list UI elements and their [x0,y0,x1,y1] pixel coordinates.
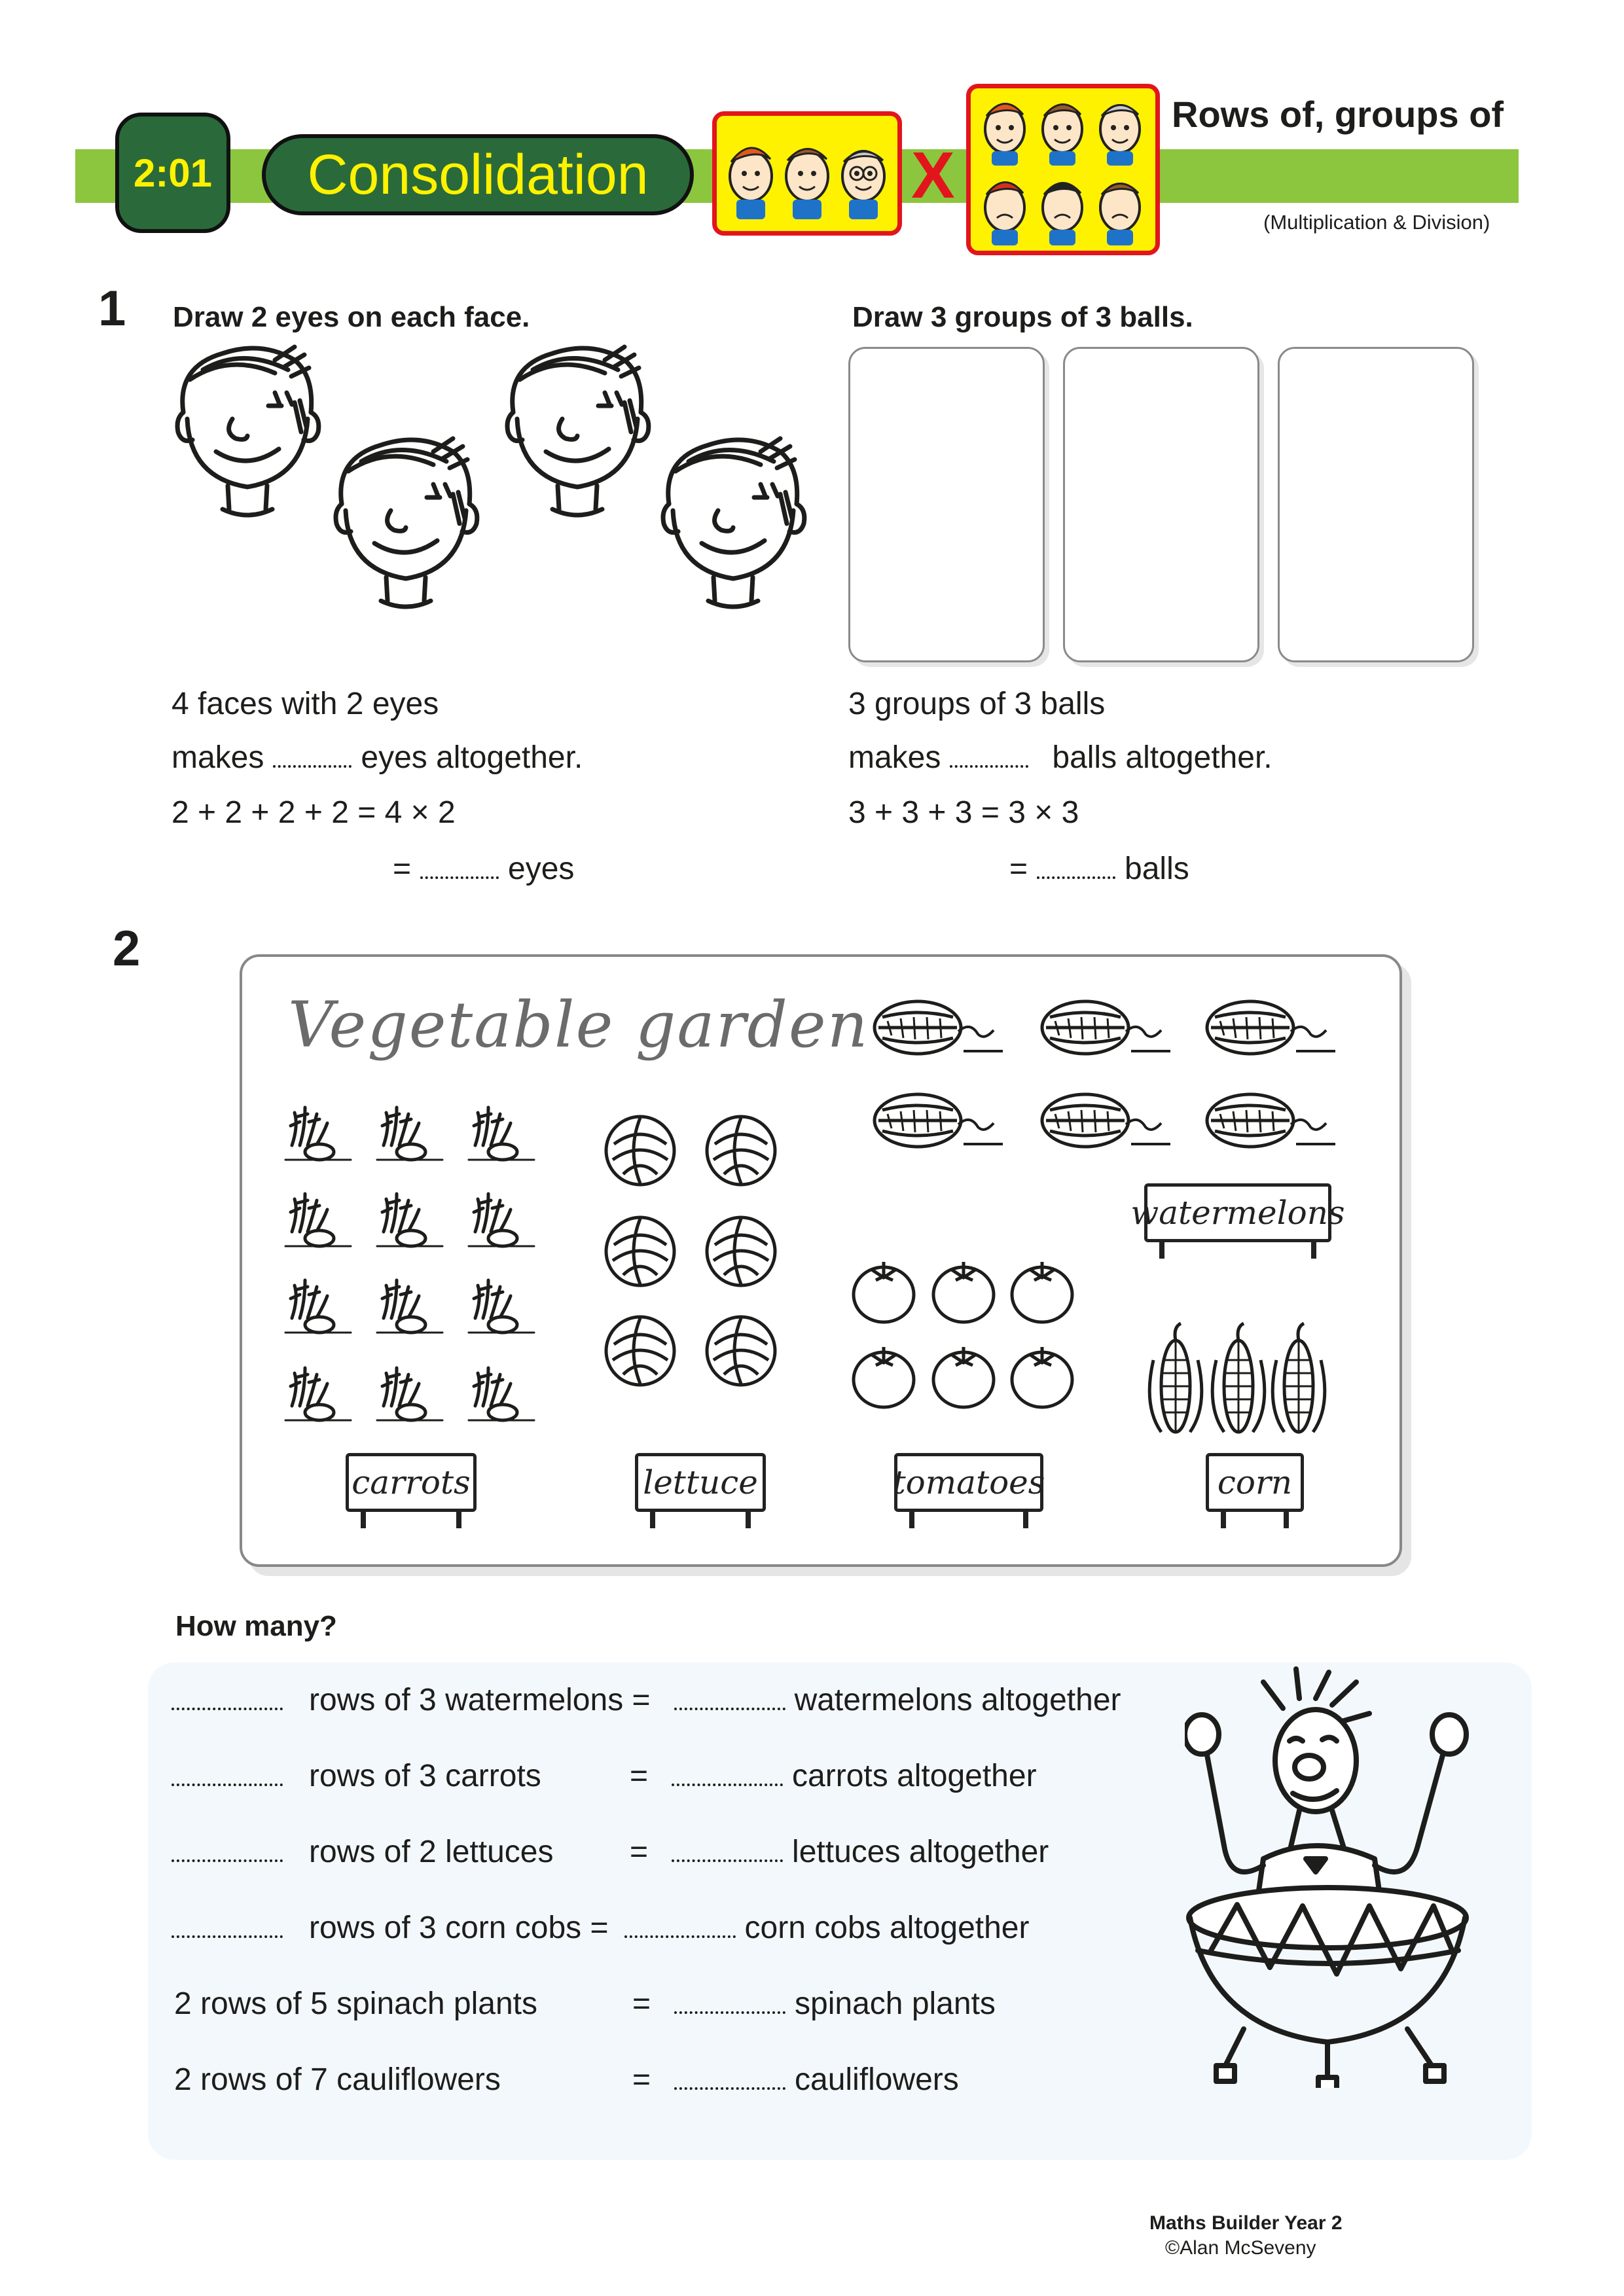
row-spinach-eq: = [632,1986,651,2021]
ball-group-box-1[interactable] [848,347,1045,662]
three-faces-icon [712,111,902,236]
footer-book-title: Maths Builder Year 2 [1149,2212,1343,2234]
footer-copyright: ©Alan McSeveny [1165,2237,1316,2259]
q1-left-makes: makes [171,740,264,775]
row-lettuces-eq: = [630,1835,649,1869]
how-many-row-carrots [171,1758,1037,1794]
blank-spinach-total[interactable] [674,2011,785,2014]
row-carrots-eq: = [630,1759,649,1793]
sign-corn: corn [1206,1453,1304,1512]
sign-watermelons: watermelons [1144,1183,1331,1242]
q1-left-eyes-altogether: eyes altogether. [361,740,583,775]
row-watermelons-text: rows of 3 watermelons = [309,1683,651,1717]
faces-without-eyes-drawing [164,340,818,661]
q1-right-balls-unit: balls [1125,852,1189,886]
row-lettuces-suffix: lettuces altogether [792,1835,1049,1869]
q1-right-instruction: Draw 3 groups of 3 balls. [852,301,1193,333]
row-cauliflowers-eq: = [632,2062,651,2097]
row-cauliflowers-suffix: cauliflowers [795,2062,959,2097]
drummer-cartoon-illustration [1185,1662,1499,2088]
question-number-2: 2 [113,921,141,977]
q1-left-line1: 4 faces with 2 eyes [171,687,439,721]
topic-title: Rows of, groups of [1172,94,1504,135]
how-many-row-corn [171,1910,1029,1946]
row-corn-suffix: corn cobs altogether [744,1910,1030,1945]
q1-right-balls-altogether: balls altogether. [1052,740,1272,775]
how-many-row-spinach [174,1986,996,2022]
sign-lettuce: lettuce [635,1453,766,1512]
row-corn-text: rows of 3 corn cobs = [309,1910,609,1945]
how-many-row-watermelons [171,1682,1121,1718]
q1-right-line4 [1009,851,1189,887]
ball-group-box-2[interactable] [1063,347,1259,662]
q1-left-instruction: Draw 2 eyes on each face. [173,301,530,333]
q1-right-answer-blank-1[interactable] [950,765,1028,768]
how-many-row-lettuces [171,1834,1049,1870]
blank-lettuces-total[interactable] [672,1859,783,1862]
row-watermelons-suffix: watermelons altogether [794,1683,1121,1717]
row-cauliflowers-text: 2 rows of 7 cauliflowers [174,2062,501,2097]
q1-right-line1: 3 groups of 3 balls [848,687,1106,721]
blank-watermelon-rows[interactable] [171,1708,283,1710]
q1-right-makes: makes [848,740,941,775]
row-lettuces-text: rows of 2 lettuces [309,1835,554,1869]
q1-left-answer-blank-2[interactable] [420,876,499,879]
row-carrots-suffix: carrots altogether [792,1759,1037,1793]
q1-left-answer-blank-1[interactable] [273,765,352,768]
row-spinach-text: 2 rows of 5 spinach plants [174,1986,537,2021]
q1-left-eyes-unit: eyes [508,852,575,886]
how-many-row-cauliflowers [174,2062,959,2098]
question-number-1: 1 [98,281,126,336]
q1-left-equals: = [393,852,412,886]
q1-right-answer-blank-2[interactable] [1037,876,1115,879]
blank-carrots-total[interactable] [672,1784,783,1786]
sign-carrots: carrots [346,1453,477,1512]
garden-title: Vegetable garden [288,988,869,1062]
q1-left-equation: 2 + 2 + 2 + 2 = 4 × 2 [171,795,456,830]
blank-watermelons-total[interactable] [674,1708,785,1710]
q1-right-equals: = [1009,852,1028,886]
ball-group-box-3[interactable] [1278,347,1474,662]
sign-tomatoes: tomatoes [894,1453,1043,1512]
six-faces-icon [966,84,1160,255]
row-carrots-text: rows of 3 carrots [309,1759,541,1793]
q1-right-line2 [848,740,1272,776]
blank-carrot-rows[interactable] [171,1784,283,1786]
q1-left-line2 [171,740,583,776]
blank-corn-total[interactable] [624,1935,736,1938]
blank-corn-rows[interactable] [171,1935,283,1938]
lesson-number-badge: 2:01 [115,113,230,233]
blank-lettuce-rows[interactable] [171,1859,283,1862]
page-title: Consolidation [262,134,694,215]
q1-right-equation: 3 + 3 + 3 = 3 × 3 [848,795,1079,830]
blank-cauliflowers-total[interactable] [674,2087,785,2090]
how-many-heading: How many? [175,1610,337,1642]
row-spinach-suffix: spinach plants [795,1986,996,2021]
multiply-sign: X [911,139,955,212]
topic-subtitle: (Multiplication & Division) [1263,211,1490,234]
q1-left-line4 [393,851,574,887]
